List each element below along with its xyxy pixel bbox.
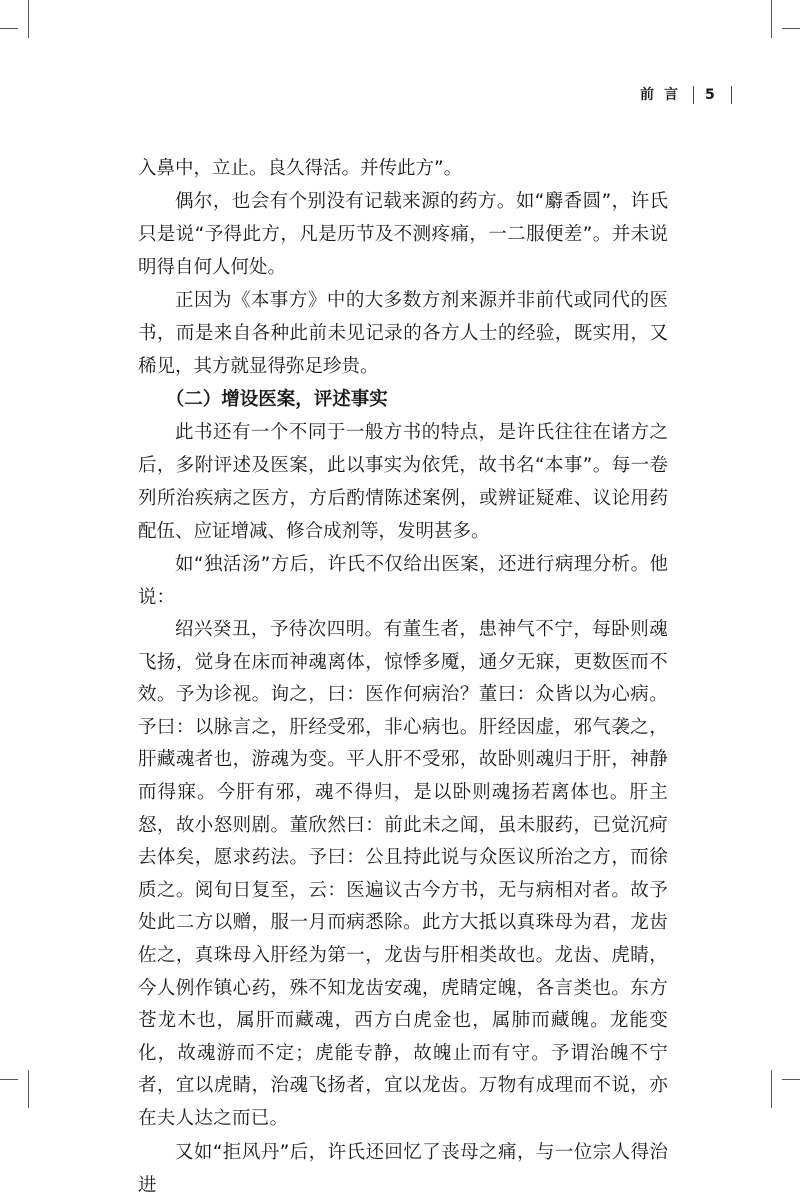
paragraph: 此书还有一个不同于一般方书的特点，是许氏往往在诸方之后，多附评述及医案，此以事实为依凭，故书名“本事”。每一卷列所治疾病之医方，方后酌情陈述案例，或辨证疑难、议论用药配伍、应证增减、修合成剂等，发明甚多。	[138, 422, 668, 542]
crop-mark	[28, 1070, 29, 1108]
crop-mark	[28, 0, 29, 38]
section-title: 前言	[640, 87, 688, 103]
crop-mark	[771, 0, 772, 38]
header-divider	[731, 86, 732, 104]
page-body	[138, 152, 668, 1202]
crop-mark	[782, 1079, 800, 1080]
crop-mark	[0, 28, 18, 29]
crop-mark	[771, 1070, 772, 1108]
paragraph: 正因为《本事方》中的大多数方剂来源并非前代或同代的医书，而是来自各种此前未见记录的各方人士的经验，既实用，又稀见，其方就显得弥足珍贵。	[138, 290, 668, 377]
paragraph: 入鼻中，立止。良久得活。并传此方”。	[138, 158, 463, 179]
section-heading: （二）增设医案，评述事实	[165, 389, 388, 410]
paragraph: 如“独活汤”方后，许氏不仅给出医案，还进行病理分析。他说：	[138, 554, 668, 608]
paragraph: 又如“拒风丹”后，许氏还回忆了丧母之痛，与一位宗人得治进	[138, 1141, 668, 1196]
running-header	[0, 84, 800, 108]
header-divider	[693, 86, 694, 104]
paragraph: 偶尔，也会有个别没有记载来源的药方。如“麝香圆”，许氏只是说“予得此方，凡是历节及不测疼痛，一二服便差”。并未说明得自何人何处。	[138, 191, 668, 278]
quoted-case-record: 绍兴癸丑，予待次四明。有董生者，患神气不宁，每卧则魂飞扬，觉身在床而神魂离体，惊悸多魇，通夕无寐，更数医而不效。予为诊视。询之，曰：医作何病治？董曰：众皆以为心病。予曰：以脉言之，肝经受邪，非心病也。肝经因虚，邪气袭之，肝藏魂者也，游魂为变。平人肝不受邪，故卧则魂归于肝，神静而得寐。今肝有邪，魂不得归，是以卧则魂扬若离体也。肝主怒，故小怒则剧。董欣然曰：前此未之闻，虽未服药，已觉沉疴去体矣，愿求药法。予曰：公且持此说与众医议所治之方，而徐质之。阅旬日复至，云：医遍议古今方书，无与病相对者。故予处此二方以赠，服一月而病悉除。此方大抵以真珠母为君，龙齿佐之，真珠母入肝经为第一，龙齿与肝相类故也。龙齿、虎睛，今人例作镇心药，殊不知龙齿安魂，虎睛定魄，各言类也。东方苍龙木也，属肝而藏魂，西方白虎金也，属肺而藏魄。龙能变化，故魂游而不定；虎能专静，故魄止而有守。予谓治魄不宁者，宜以虎睛，治魂飞扬者，宜以龙齿。万物有成理而不说，亦在夫人达之而已。	[138, 619, 668, 1129]
crop-mark	[0, 1079, 18, 1080]
crop-mark	[782, 28, 800, 29]
page-number: 5	[705, 87, 715, 103]
